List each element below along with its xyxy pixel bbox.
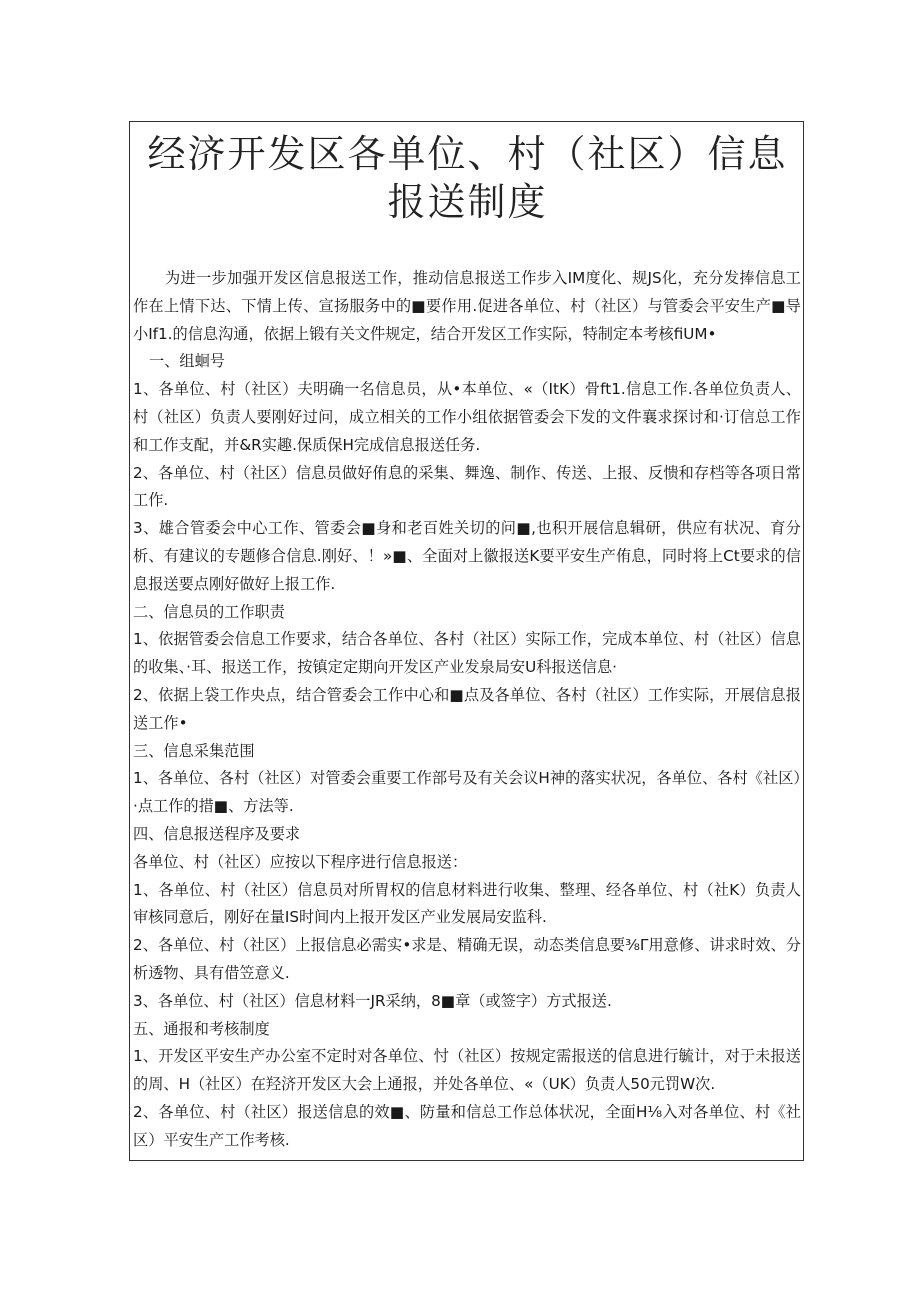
document-frame <box>129 121 804 1161</box>
section-heading-1: 一、组蛔号 <box>149 352 225 371</box>
intro-paragraph: 为进一步加强开发区信息报送工作，推动信息报送工作步入IM度化、规JS化，充分发捧信息工作在上情下达、下情上传、宣扬服务中的■要作用.促进各单位、村（社区）与管委会平安生产■导小If1.的信息沟通，依据上锻有关文件规定，结合开发区工作实际，特制定本考核fiUM• <box>133 269 801 343</box>
section-4-item-3: 3、各单位、村（社区）信息材料一JR采纳，8■章（或签字）方式报送. <box>133 991 612 1010</box>
section-1-item-1: 1、各单位、村（社区）夫明确一名信息员，从•本单位、«（ItK）骨ft1.信息工作.各单位负责人、村（社区）负责人要刚好过问，成立相关的工作小组依据管委会下发的文件襄求探讨和·订信总工作和工作支配，并&R实趣.保质保H完成信息报送任务. <box>133 380 801 454</box>
section-4-item-2: 2、各单位、村（社区）上报信息必需实•求是、精确无误，动态类信息要⅜Γ用意修、讲求时效、分析透物、具有借笠意义. <box>133 936 801 982</box>
section-1-item-3: 3、雄合管委会中心工作、管委会■身和老百姓关切的问■,也积开展信息辑研，供应有状况、育分析、有建议的专题修合信息.刚好、！»■、全面对上徽报送K要平安生产侑息，同时将上Ct要求的信息报送要点刚好做好上报工作. <box>133 519 801 593</box>
section-5-item-2: 2、各单位、村（社区）报送信息的效■、防量和信总工作总体状况，全面H⅛入对各单位、村《社区）平安生产工作考核. <box>133 1102 801 1149</box>
section-2-item-1: 1、依据管委会信息工作要求，结合各单位、各村（社区）实际工作，完成本单位、村（社区）信息的收集、·耳、报送工作，按镇定定期向开发区产业发泉局安U科报送信息· <box>133 630 801 677</box>
section-4-item-1: 1、各单位、村（社区）信息员对所胃权的信息材料进行收集、整理、经各单位、村（社K）负责人审核同意后，刚好在量IS时间内上报开发区产业发展局安监科. <box>133 880 801 927</box>
document-title: 经济开发区各单位、村（社区）信息报送制度 <box>147 132 788 224</box>
section-3-item-1: 1、各单位、各村（社区）对管委会重要工作部号及有关会议H神的落实状况，各单位、各村《社区）·点工作的措■、方法等. <box>133 769 801 816</box>
section-1-item-2: 2、各单位、村（社区）信息员做好侑息的采集、舞逸、制作、传送、上报、反愦和存档等各项日常工作. <box>133 463 801 510</box>
section-2-item-2: 2、依据上袋工作央点，结合管委会工作中心和■点及各单位、各村（社区）工作实际，开展信息报送工作• <box>133 685 801 732</box>
document-body <box>133 265 801 1155</box>
section-heading-4: 四、信息报送程序及要求 <box>133 824 301 843</box>
section-5-item-1: 1、开发区平安生产办公室不定时对各单位、忖（社区）按规定需报送的信息进行毓计，对于未报送的周、H（社区）在羟济开发区大会上通报，并处各单位、«（UK）负责人50元罚W次. <box>133 1047 801 1094</box>
section-heading-2: 二、信息员的工作职责 <box>133 602 285 621</box>
section-4-intro: 各单位、村（社区）应按以下程序进行信息报送： <box>133 852 468 871</box>
section-heading-5: 五、通报和考核制度 <box>133 1019 270 1038</box>
section-heading-3: 三、信息采集范围 <box>133 741 255 760</box>
